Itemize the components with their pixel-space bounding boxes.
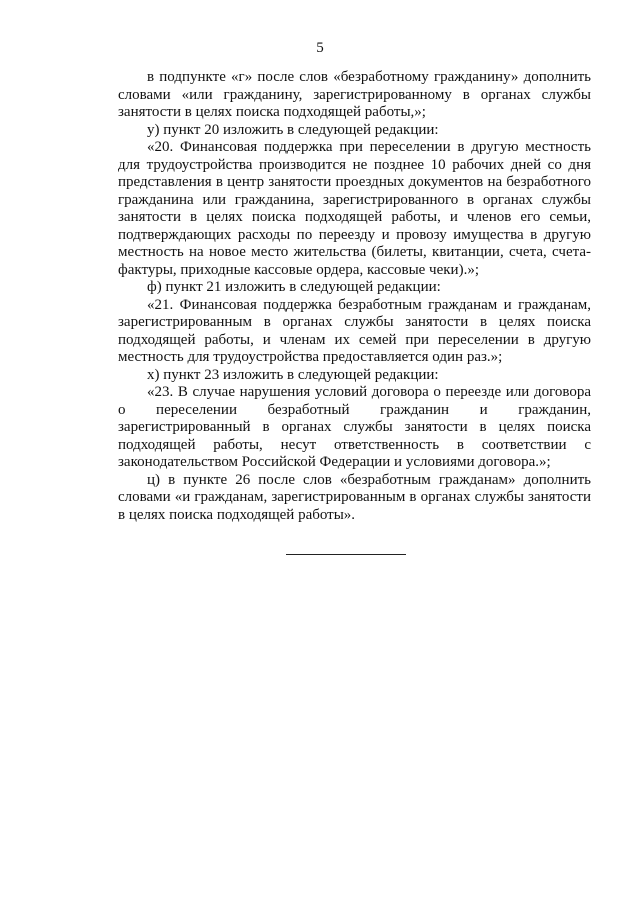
paragraph-point-20-text: «20. Финансовая поддержка при переселении в другую местность для трудоустройства производится не позднее 10 рабочих дней со дня представления в центр занятости проездных документов на безработного гражданина или гражданина, зарегистрированного в органах службы занятости в целях поиска подходящей работы, и членов его семьи, подтверждающих расходы по переезду и провозу имущества в другую местность на новое место жительства (билеты, квитанции, счета, счета-фактуры, приходные кассовые ордера, кассовые чеки).»;	[118, 139, 591, 278]
paragraph-point-23-text: «23. В случае нарушения условий договора о переезде или договора о переселении безработный гражданин и гражданин, зарегистрированный в органах службы занятости в целях поиска подходящей работы, несут ответственность в соответствии с законодательством Российской Федерации и условиями договора.»;	[118, 384, 591, 470]
paragraph-point-26-amendment: ц) в пункте 26 после слов «безработным гражданам» дополнить словами «и гражданам, зарегистрированным в органах службы занятости в целях поиска подходящей работы».	[118, 471, 591, 523]
paragraph-point-20-intro: у) пункт 20 изложить в следующей редакции:	[147, 121, 439, 138]
closing-divider	[286, 554, 406, 555]
paragraph-point-21-text: «21. Финансовая поддержка безработным гражданам и гражданам, зарегистрированным в органах службы занятости в целях поиска подходящей работы, и членам их семей при переселении в другую местность для трудоустройства предоставляется один раз.»;	[118, 296, 591, 365]
paragraph-point-21-intro: ф) пункт 21 изложить в следующей редакции:	[147, 279, 441, 295]
paragraph-subpoint-g-amendment: в подпункте «г» после слов «безработному гражданину» дополнить словами «или гражданину, зарегистрированному в органах службы занятости в целях поиска подходящей работы,»;	[118, 69, 591, 120]
page-number: 5	[316, 40, 324, 56]
document-body	[118, 69, 591, 524]
paragraph-point-23-intro: х) пункт 23 изложить в следующей редакции:	[147, 366, 439, 383]
